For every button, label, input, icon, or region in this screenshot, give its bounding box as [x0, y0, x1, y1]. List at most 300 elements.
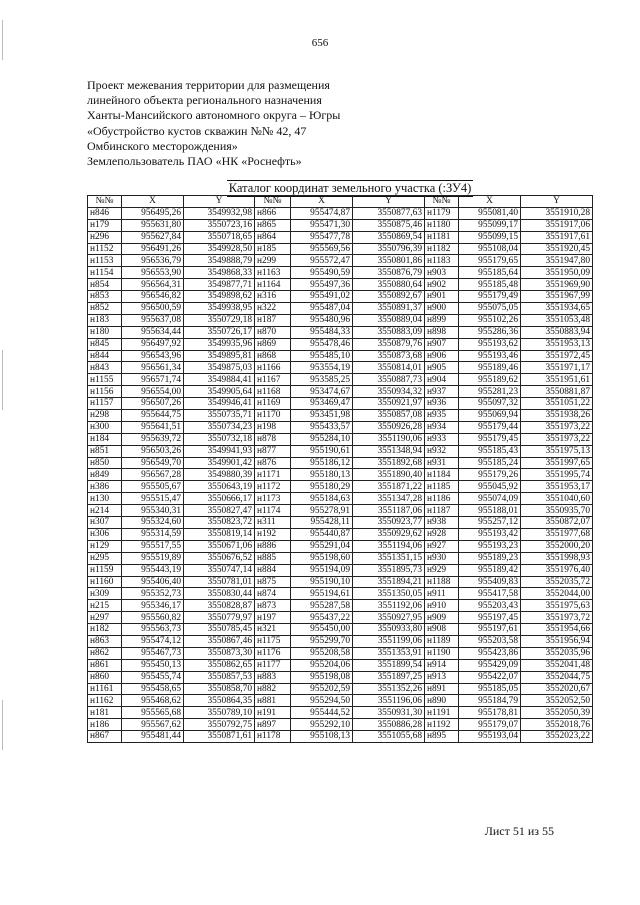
x-coordinate-cell: 955478,46: [291, 338, 353, 350]
y-coordinate-cell: 3551967,99: [521, 291, 593, 303]
point-id-cell: н881: [255, 695, 291, 707]
point-id-cell: н883: [255, 671, 291, 683]
point-id-cell: н909: [425, 612, 459, 624]
table-row: [88, 683, 593, 695]
table-row: [88, 255, 593, 267]
point-id-cell: н1173: [255, 493, 291, 505]
table-row: [88, 398, 593, 410]
y-coordinate-cell: 3550892,67: [353, 291, 425, 303]
y-coordinate-cell: 3552044,00: [521, 588, 593, 600]
y-coordinate-cell: 3550887,73: [353, 374, 425, 386]
point-id-cell: н913: [425, 671, 459, 683]
point-id-cell: н299: [255, 255, 291, 267]
header-line: линейного объекта регионального назначения: [87, 93, 322, 108]
y-coordinate-cell: 3551972,45: [521, 350, 593, 362]
point-id-cell: н900: [425, 303, 459, 315]
y-coordinate-cell: 3550864,35: [184, 695, 255, 707]
point-id-cell: н1161: [88, 683, 122, 695]
x-coordinate-cell: 955352,73: [122, 588, 184, 600]
header-line: «Обустройство кустов скважин №№ 42, 47: [87, 123, 307, 138]
point-id-cell: н309: [88, 588, 122, 600]
y-coordinate-cell: 3550933,80: [353, 624, 425, 636]
y-coordinate-cell: 3549895,81: [184, 350, 255, 362]
x-coordinate-cell: 955467,73: [122, 647, 184, 659]
y-coordinate-cell: 3551934,65: [521, 303, 593, 315]
x-coordinate-cell: 955440,87: [291, 528, 353, 540]
table-row: [88, 421, 593, 433]
point-id-cell: н1190: [425, 647, 459, 659]
point-id-cell: н1162: [88, 695, 122, 707]
x-coordinate-cell: 955644,75: [122, 410, 184, 422]
y-coordinate-cell: 3550881,87: [521, 386, 593, 398]
point-id-cell: н1160: [88, 576, 122, 588]
x-coordinate-cell: 955185,24: [459, 457, 521, 469]
x-coordinate-cell: 953451,98: [291, 410, 353, 422]
x-coordinate-cell: 955099,17: [459, 219, 521, 231]
point-id-cell: н903: [425, 267, 459, 279]
point-id-cell: н845: [88, 338, 122, 350]
point-id-cell: н182: [88, 624, 122, 636]
x-coordinate-cell: 955406,40: [122, 576, 184, 588]
point-id-cell: н1175: [255, 635, 291, 647]
coordinate-table: [87, 195, 593, 743]
x-coordinate-cell: 955189,62: [459, 374, 521, 386]
y-coordinate-cell: 3549946,41: [184, 398, 255, 410]
point-id-cell: н904: [425, 374, 459, 386]
point-id-cell: н295: [88, 552, 122, 564]
x-coordinate-cell: 955474,87: [291, 207, 353, 219]
x-coordinate-cell: 953474,67: [291, 386, 353, 398]
point-id-cell: н905: [425, 362, 459, 374]
y-coordinate-cell: 3550877,63: [353, 207, 425, 219]
point-id-cell: н1168: [255, 386, 291, 398]
y-coordinate-cell: 3550871,61: [184, 731, 255, 743]
point-id-cell: н935: [425, 410, 459, 422]
table-row: [88, 267, 593, 279]
y-coordinate-cell: 3550862,65: [184, 659, 255, 671]
x-coordinate-cell: 955287,58: [291, 600, 353, 612]
header-line: Ханты-Мансийского автономного округа – Югры: [87, 108, 341, 123]
y-coordinate-cell: 3550732,18: [184, 433, 255, 445]
column-header: X: [459, 196, 521, 208]
x-coordinate-cell: 955505,67: [122, 481, 184, 493]
x-coordinate-cell: 956564,31: [122, 279, 184, 291]
x-coordinate-cell: 955631,80: [122, 219, 184, 231]
y-coordinate-cell: 3550889,04: [353, 314, 425, 326]
x-coordinate-cell: 955185,05: [459, 683, 521, 695]
point-id-cell: н297: [88, 612, 122, 624]
y-coordinate-cell: 3551953,17: [521, 481, 593, 493]
y-coordinate-cell: 3552020,67: [521, 683, 593, 695]
y-coordinate-cell: 3551920,45: [521, 243, 593, 255]
y-coordinate-cell: 3550857,08: [353, 410, 425, 422]
x-coordinate-cell: 955340,31: [122, 505, 184, 517]
y-coordinate-cell: 3551975,63: [521, 600, 593, 612]
point-id-cell: н180: [88, 326, 122, 338]
x-coordinate-cell: 955637,08: [122, 314, 184, 326]
x-coordinate-cell: 955409,83: [459, 576, 521, 588]
y-coordinate-cell: 3551190,06: [353, 433, 425, 445]
y-coordinate-cell: 3550734,23: [184, 421, 255, 433]
x-coordinate-cell: 955443,19: [122, 564, 184, 576]
y-coordinate-cell: 3551347,28: [353, 493, 425, 505]
point-id-cell: н1154: [88, 267, 122, 279]
column-header: Y: [521, 196, 593, 208]
y-coordinate-cell: 3551040,60: [521, 493, 593, 505]
x-coordinate-cell: 955186,12: [291, 457, 353, 469]
y-coordinate-cell: 3549935,96: [184, 338, 255, 350]
x-coordinate-cell: 955202,59: [291, 683, 353, 695]
y-coordinate-cell: 3549880,39: [184, 469, 255, 481]
point-id-cell: н902: [425, 279, 459, 291]
point-id-cell: н852: [88, 303, 122, 315]
point-id-cell: н930: [425, 552, 459, 564]
point-id-cell: н1180: [425, 219, 459, 231]
table-row: [88, 528, 593, 540]
table-row: [88, 445, 593, 457]
column-header: X: [291, 196, 353, 208]
y-coordinate-cell: 3550886,28: [353, 719, 425, 731]
y-coordinate-cell: 3551199,06: [353, 635, 425, 647]
point-id-cell: н844: [88, 350, 122, 362]
point-id-cell: н867: [88, 731, 122, 743]
x-coordinate-cell: 956571,74: [122, 374, 184, 386]
x-coordinate-cell: 955429,09: [459, 659, 521, 671]
point-id-cell: н1178: [255, 731, 291, 743]
table-row: [88, 505, 593, 517]
column-header: X: [122, 196, 184, 208]
x-coordinate-cell: 955422,07: [459, 671, 521, 683]
point-id-cell: н854: [88, 279, 122, 291]
point-id-cell: н853: [88, 291, 122, 303]
x-coordinate-cell: 955497,36: [291, 279, 353, 291]
y-coordinate-cell: 3550747,14: [184, 564, 255, 576]
point-id-cell: н864: [255, 231, 291, 243]
y-coordinate-cell: 3551895,73: [353, 564, 425, 576]
y-coordinate-cell: 3550934,32: [353, 386, 425, 398]
y-coordinate-cell: 3551892,68: [353, 457, 425, 469]
point-id-cell: н843: [88, 362, 122, 374]
point-id-cell: н863: [88, 635, 122, 647]
point-id-cell: н316: [255, 291, 291, 303]
point-id-cell: н183: [88, 314, 122, 326]
point-id-cell: н899: [425, 314, 459, 326]
y-coordinate-cell: 3552035,96: [521, 647, 593, 659]
table-row: [88, 291, 593, 303]
y-coordinate-cell: 3551348,94: [353, 445, 425, 457]
table-row: [88, 540, 593, 552]
y-coordinate-cell: 3550923,77: [353, 517, 425, 529]
point-id-cell: н885: [255, 552, 291, 564]
y-coordinate-cell: 3551917,06: [521, 219, 593, 231]
y-coordinate-cell: 3550876,79: [353, 267, 425, 279]
point-id-cell: н1187: [425, 505, 459, 517]
y-coordinate-cell: 3551871,22: [353, 481, 425, 493]
x-coordinate-cell: 955179,26: [459, 469, 521, 481]
y-coordinate-cell: 3550867,46: [184, 635, 255, 647]
x-coordinate-cell: 955180,13: [291, 469, 353, 481]
x-coordinate-cell: 955314,59: [122, 528, 184, 540]
x-coordinate-cell: 955203,58: [459, 635, 521, 647]
y-coordinate-cell: 3550883,09: [353, 326, 425, 338]
y-coordinate-cell: 3550643,19: [184, 481, 255, 493]
point-id-cell: н1181: [425, 231, 459, 243]
x-coordinate-cell: 955074,09: [459, 493, 521, 505]
x-coordinate-cell: 955193,62: [459, 338, 521, 350]
point-id-cell: н865: [255, 219, 291, 231]
point-id-cell: н306: [88, 528, 122, 540]
catalog-title-text: Каталог координат земельного участка (:ЗУ4): [228, 181, 472, 195]
y-coordinate-cell: 3550785,45: [184, 624, 255, 636]
y-coordinate-cell: 3551350,05: [353, 588, 425, 600]
y-coordinate-cell: 3550828,87: [184, 600, 255, 612]
point-id-cell: н130: [88, 493, 122, 505]
x-coordinate-cell: 955257,12: [459, 517, 521, 529]
y-coordinate-cell: 3551894,21: [353, 576, 425, 588]
y-coordinate-cell: 3550796,39: [353, 243, 425, 255]
y-coordinate-cell: 3552052,50: [521, 695, 593, 707]
x-coordinate-cell: 955194,61: [291, 588, 353, 600]
point-id-cell: н1167: [255, 374, 291, 386]
point-id-cell: н1169: [255, 398, 291, 410]
x-coordinate-cell: 955179,44: [459, 421, 521, 433]
x-coordinate-cell: 955184,63: [291, 493, 353, 505]
y-coordinate-cell: 3550781,01: [184, 576, 255, 588]
point-id-cell: н300: [88, 421, 122, 433]
table-row: [88, 231, 593, 243]
point-id-cell: н1186: [425, 493, 459, 505]
project-header: [87, 78, 340, 169]
x-coordinate-cell: 956507,26: [122, 398, 184, 410]
table-row: [88, 410, 593, 422]
point-id-cell: н873: [255, 600, 291, 612]
point-id-cell: н322: [255, 303, 291, 315]
y-coordinate-cell: 3549884,41: [184, 374, 255, 386]
y-coordinate-cell: 3549888,79: [184, 255, 255, 267]
y-coordinate-cell: 3552035,72: [521, 576, 593, 588]
point-id-cell: н886: [255, 540, 291, 552]
x-coordinate-cell: 955203,43: [459, 600, 521, 612]
y-coordinate-cell: 3549875,03: [184, 362, 255, 374]
point-id-cell: н1185: [425, 481, 459, 493]
x-coordinate-cell: 956554,00: [122, 386, 184, 398]
point-id-cell: н311: [255, 517, 291, 529]
point-id-cell: н198: [255, 421, 291, 433]
x-coordinate-cell: 955481,44: [122, 731, 184, 743]
y-coordinate-cell: 3551917,61: [521, 231, 593, 243]
x-coordinate-cell: 955208,58: [291, 647, 353, 659]
table-row: [88, 457, 593, 469]
point-id-cell: н1191: [425, 707, 459, 719]
point-id-cell: н895: [425, 731, 459, 743]
point-id-cell: н860: [88, 671, 122, 683]
x-coordinate-cell: 955428,11: [291, 517, 353, 529]
y-coordinate-cell: 3551954,66: [521, 624, 593, 636]
point-id-cell: н321: [255, 624, 291, 636]
point-id-cell: н1159: [88, 564, 122, 576]
table-row: [88, 243, 593, 255]
point-id-cell: н1155: [88, 374, 122, 386]
y-coordinate-cell: 3550879,76: [353, 338, 425, 350]
y-coordinate-cell: 3550789,10: [184, 707, 255, 719]
column-header: №№: [255, 196, 291, 208]
table-row: [88, 493, 593, 505]
x-coordinate-cell: 955417,58: [459, 588, 521, 600]
x-coordinate-cell: 955450,13: [122, 659, 184, 671]
table-row: [88, 719, 593, 731]
point-id-cell: н901: [425, 291, 459, 303]
table-row: [88, 600, 593, 612]
point-id-cell: н1171: [255, 469, 291, 481]
y-coordinate-cell: 3549928,50: [184, 243, 255, 255]
x-coordinate-cell: 955634,44: [122, 326, 184, 338]
y-coordinate-cell: 3550726,17: [184, 326, 255, 338]
sheet-footer: Лист 51 из 55: [484, 824, 554, 838]
point-id-cell: н186: [88, 719, 122, 731]
point-id-cell: н298: [88, 410, 122, 422]
table-row: [88, 219, 593, 231]
x-coordinate-cell: 955324,60: [122, 517, 184, 529]
y-coordinate-cell: 3551055,68: [353, 731, 425, 743]
point-id-cell: н876: [255, 457, 291, 469]
x-coordinate-cell: 955444,52: [291, 707, 353, 719]
column-header: Y: [353, 196, 425, 208]
point-id-cell: н911: [425, 588, 459, 600]
table-row: [88, 659, 593, 671]
x-coordinate-cell: 955185,43: [459, 445, 521, 457]
table-row: [88, 303, 593, 315]
page-number: 656: [311, 37, 329, 49]
x-coordinate-cell: 955490,59: [291, 267, 353, 279]
x-coordinate-cell: 955477,78: [291, 231, 353, 243]
y-coordinate-cell: 3549932,98: [184, 207, 255, 219]
table-row: [88, 671, 593, 683]
x-coordinate-cell: 955484,33: [291, 326, 353, 338]
x-coordinate-cell: 955299,70: [291, 635, 353, 647]
y-coordinate-cell: 3550671,06: [184, 540, 255, 552]
x-coordinate-cell: 955491,02: [291, 291, 353, 303]
table-row: [88, 481, 593, 493]
point-id-cell: н850: [88, 457, 122, 469]
point-id-cell: н870: [255, 326, 291, 338]
x-coordinate-cell: 955188,01: [459, 505, 521, 517]
column-header: Y: [184, 196, 255, 208]
y-coordinate-cell: 3550891,37: [353, 303, 425, 315]
x-coordinate-cell: 955190,61: [291, 445, 353, 457]
point-id-cell: н197: [255, 612, 291, 624]
table-row: [88, 314, 593, 326]
x-coordinate-cell: 955197,45: [459, 612, 521, 624]
x-coordinate-cell: 953585,25: [291, 374, 353, 386]
point-id-cell: н936: [425, 398, 459, 410]
y-coordinate-cell: 3550926,28: [353, 421, 425, 433]
y-coordinate-cell: 3549938,95: [184, 303, 255, 315]
y-coordinate-cell: 3550718,65: [184, 231, 255, 243]
x-coordinate-cell: 955569,56: [291, 243, 353, 255]
x-coordinate-cell: 955639,72: [122, 433, 184, 445]
point-id-cell: н307: [88, 517, 122, 529]
table-row: [88, 386, 593, 398]
point-id-cell: н1182: [425, 243, 459, 255]
table-row: [88, 635, 593, 647]
x-coordinate-cell: 955179,45: [459, 433, 521, 445]
point-id-cell: н890: [425, 695, 459, 707]
y-coordinate-cell: 3550779,97: [184, 612, 255, 624]
point-id-cell: н179: [88, 219, 122, 231]
x-coordinate-cell: 955069,94: [459, 410, 521, 422]
y-coordinate-cell: 3550929,62: [353, 528, 425, 540]
point-id-cell: н931: [425, 457, 459, 469]
point-id-cell: н1183: [425, 255, 459, 267]
y-coordinate-cell: 3552018,76: [521, 719, 593, 731]
x-coordinate-cell: 955519,89: [122, 552, 184, 564]
x-coordinate-cell: 955560,82: [122, 612, 184, 624]
x-coordinate-cell: 955197,61: [459, 624, 521, 636]
point-id-cell: н1192: [425, 719, 459, 731]
table-row: [88, 576, 593, 588]
x-coordinate-cell: 955180,29: [291, 481, 353, 493]
y-coordinate-cell: 3551995,74: [521, 469, 593, 481]
y-coordinate-cell: 3549901,42: [184, 457, 255, 469]
point-id-cell: н884: [255, 564, 291, 576]
point-id-cell: н937: [425, 386, 459, 398]
y-coordinate-cell: 3551977,68: [521, 528, 593, 540]
x-coordinate-cell: 955471,30: [291, 219, 353, 231]
y-coordinate-cell: 3551971,17: [521, 362, 593, 374]
x-coordinate-cell: 955189,46: [459, 362, 521, 374]
table-row: [88, 207, 593, 219]
point-id-cell: н849: [88, 469, 122, 481]
y-coordinate-cell: 3551053,48: [521, 314, 593, 326]
y-coordinate-cell: 3550880,64: [353, 279, 425, 291]
x-coordinate-cell: 955468,62: [122, 695, 184, 707]
x-coordinate-cell: 955193,23: [459, 540, 521, 552]
y-coordinate-cell: 3551953,13: [521, 338, 593, 350]
x-coordinate-cell: 955423,86: [459, 647, 521, 659]
x-coordinate-cell: 955185,48: [459, 279, 521, 291]
y-coordinate-cell: 3550872,07: [521, 517, 593, 529]
x-coordinate-cell: 956503,26: [122, 445, 184, 457]
y-coordinate-cell: 3550723,16: [184, 219, 255, 231]
x-coordinate-cell: 956546,82: [122, 291, 184, 303]
y-coordinate-cell: 3549877,71: [184, 279, 255, 291]
point-id-cell: н928: [425, 528, 459, 540]
point-id-cell: н1177: [255, 659, 291, 671]
point-id-cell: н1166: [255, 362, 291, 374]
table-row: [88, 695, 593, 707]
table-row: [88, 469, 593, 481]
x-coordinate-cell: 955204,06: [291, 659, 353, 671]
point-id-cell: н296: [88, 231, 122, 243]
y-coordinate-cell: 3551973,22: [521, 421, 593, 433]
y-coordinate-cell: 3551899,54: [353, 659, 425, 671]
x-coordinate-cell: 956543,96: [122, 350, 184, 362]
y-coordinate-cell: 3550883,94: [521, 326, 593, 338]
table-row: [88, 374, 593, 386]
y-coordinate-cell: 3551976,40: [521, 564, 593, 576]
point-id-cell: н187: [255, 314, 291, 326]
table-row: [88, 612, 593, 624]
x-coordinate-cell: 955179,07: [459, 719, 521, 731]
point-id-cell: н869: [255, 338, 291, 350]
x-coordinate-cell: 955198,08: [291, 671, 353, 683]
y-coordinate-cell: 3550873,68: [353, 350, 425, 362]
y-coordinate-cell: 3550935,70: [521, 505, 593, 517]
point-id-cell: н1176: [255, 647, 291, 659]
x-coordinate-cell: 955517,55: [122, 540, 184, 552]
x-coordinate-cell: 955194,09: [291, 564, 353, 576]
point-id-cell: н898: [425, 326, 459, 338]
